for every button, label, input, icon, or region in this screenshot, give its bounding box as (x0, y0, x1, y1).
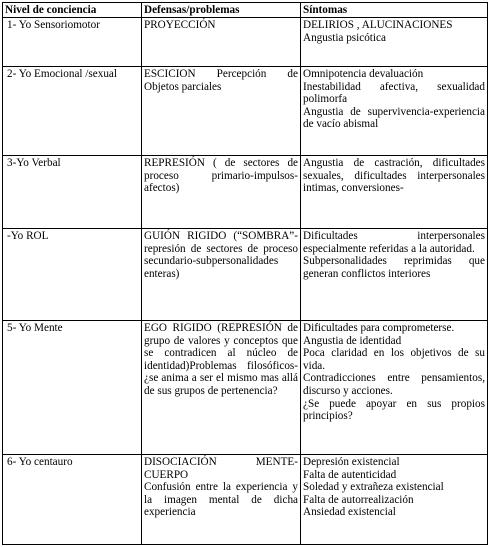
sintoma-line: Falta de autorrealización (303, 493, 414, 506)
sintoma-line: Angustia de identidad (303, 334, 402, 347)
sintoma-line: Omnipotencia devaluación (303, 68, 424, 80)
defensas-cell (142, 67, 301, 156)
sintoma-line: Poca claridad en los objetivos de su vida. (303, 347, 485, 372)
defensas-text: DISOCIACIÓN MENTE-CUERPO (144, 456, 298, 481)
sintoma-line: Ansiedad existencial (303, 506, 396, 519)
sintoma-line: Contradicciones entre pensamientos, discurso y acciones. (303, 372, 485, 397)
nivel-cell: 3-Yo Verbal (3, 156, 142, 229)
defensas-cell (142, 455, 301, 545)
sintoma-line: Angustia de supervivencia-experiencia de vacío abismal (303, 105, 485, 131)
sintoma-line: Soledad y extrañeza existencial (303, 481, 444, 494)
nivel-cell: -Yo ROL (3, 229, 142, 321)
table-row (3, 321, 488, 455)
defensas-text: PROYECCIÓN (144, 19, 216, 31)
defensas-text: EGO RIGIDO (REPRESIÓN de grupo de valores y conceptos que se contradicen al núcleo de identidad)Problemas filosóficos- ¿se anima a ser el mismo mas allá de sus grupos de pertenencia? (144, 322, 298, 397)
sintoma-line: Angustia de castración, dificultades sexuales, dificultades interpersonales intimas, conversiones- (303, 157, 485, 195)
sintoma-line: Angustia psicótica (303, 31, 386, 44)
defensas-cell (142, 229, 301, 321)
sintomas-cell (301, 67, 488, 156)
defensas-cell (142, 321, 301, 455)
sintoma-line: DELIRIOS , ALUCINACIONES (303, 19, 453, 31)
sintomas-cell (301, 229, 488, 321)
defensas-text: ESCICION Percepción de Objetos parciales (144, 68, 298, 93)
nivel-cell: 2- Yo Emocional /sexual (3, 67, 142, 156)
sintoma-line: Falta de autenticidad (303, 468, 397, 481)
sintoma-line: Dificultades para comprometerse. (303, 322, 455, 334)
nivel-cell: 6- Yo centauro (3, 455, 142, 545)
sintoma-line: Subpersonalidades reprimidas que generan conflictos interiores (303, 255, 485, 280)
defensas-cell (142, 18, 301, 67)
sintoma-line: Dificultades interpersonales especialmente referidas a la autoridad. (303, 230, 485, 255)
nivel-cell: 1- Yo Sensoriomotor (3, 18, 142, 67)
sintomas-cell (301, 18, 488, 67)
sintomas-cell (301, 455, 488, 545)
header-nivel: Nivel de conciencia (3, 3, 142, 18)
nivel-cell: 5- Yo Mente (3, 321, 142, 455)
table-row (3, 455, 488, 545)
header-sintomas: Síntomas (301, 3, 488, 18)
table-row (3, 67, 488, 156)
defensas-cell (142, 156, 301, 229)
sintomas-cell (301, 321, 488, 455)
defensas-text: Confusión entre la experiencia y la imagen mental de dicha experiencia (144, 481, 298, 519)
consciousness-levels-table (2, 2, 488, 545)
sintoma-line: Inestabilidad afectiva, sexualidad polimorfa (303, 80, 485, 106)
sintoma-line: ¿Se puede apoyar en sus propios principios? (303, 397, 485, 423)
sintomas-cell (301, 156, 488, 229)
table-row (3, 156, 488, 229)
table-row (3, 229, 488, 321)
table-row (3, 18, 488, 67)
defensas-text: GUIÓN RIGIDO (“SOMBRA”- represión de sectores de proceso secundario-subpersonalidades enteras) (144, 230, 298, 280)
sintoma-line: Depresión existencial (303, 456, 400, 468)
header-defensas: Defensas/problemas (142, 3, 301, 18)
defensas-text: REPRESIÓN ( de sectores de proceso primario-impulsos-afectos) (144, 157, 298, 195)
header-row (3, 3, 488, 18)
